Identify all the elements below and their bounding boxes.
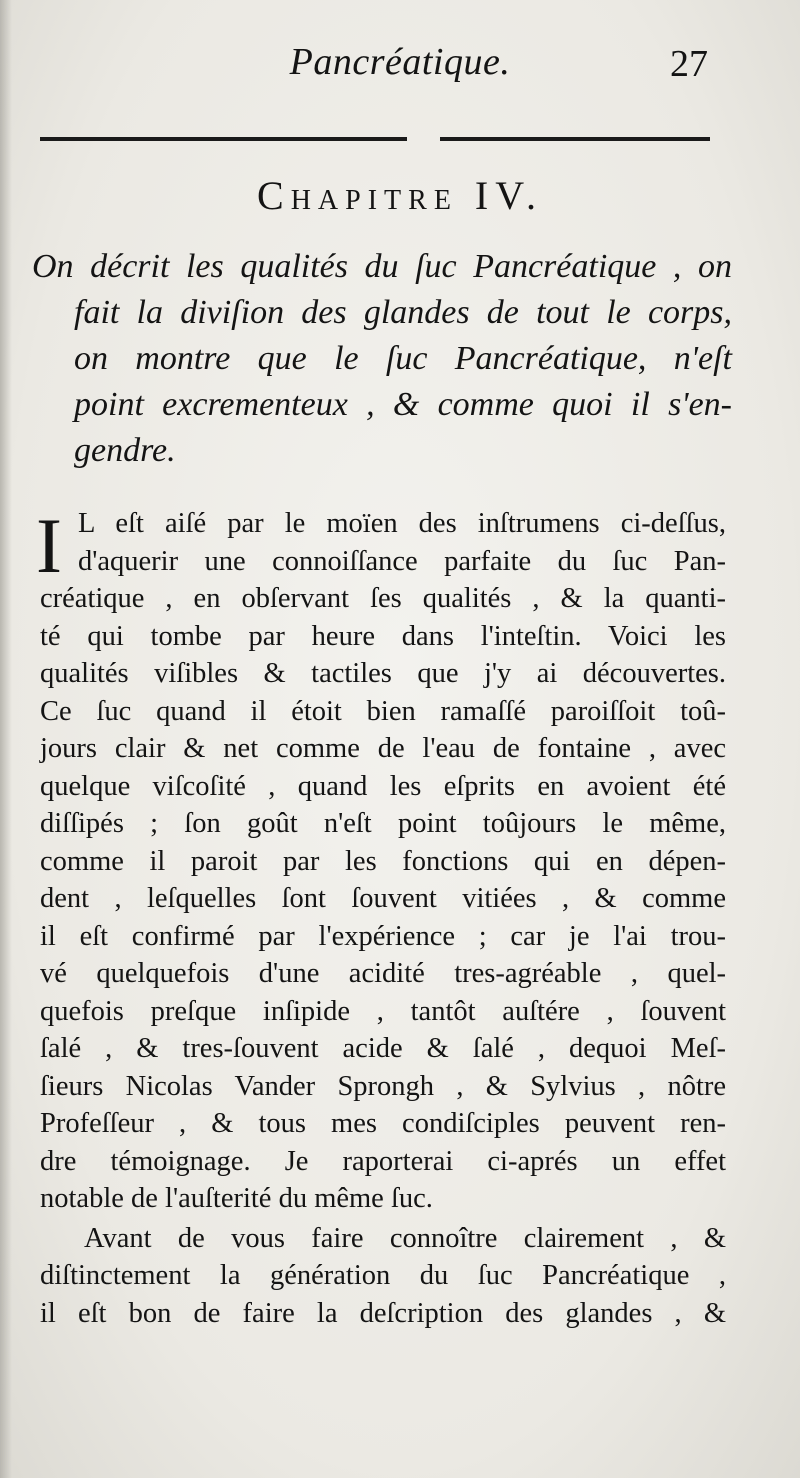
text-line: qualités viſibles & tactiles que j'y ai découvertes. <box>40 658 726 689</box>
text-line: dent , leſquelles ſont ſouvent vitiées , & comme <box>40 883 726 914</box>
chapter-summary <box>32 244 732 474</box>
text-line: Ce ſuc quand il étoit bien ramaſſé paroiſſoit toû- <box>40 695 726 727</box>
text-line: créatique , en obſervant ſes qualités , & la quanti- <box>40 583 726 614</box>
text-line: quelque viſcoſité , quand les eſprits en avoient été <box>40 770 726 802</box>
text-line: Avant de vous faire connoître clairement , & <box>84 1222 726 1254</box>
text-line: diſtinctement la génération du ſuc Pancréatique , <box>40 1260 726 1291</box>
summary-line: point excrementeux , & comme quoi il s'en- <box>74 386 732 423</box>
paragraph <box>40 1220 726 1333</box>
text-line: d'aquerir une connoiſſance parfaite du ſuc Pan- <box>78 545 726 577</box>
text-line: notable de l'auſterité du même ſuc. <box>40 1183 433 1214</box>
text-line: dre témoignage. Je raporterai ci-aprés un effet <box>40 1145 726 1177</box>
page-number: 27 <box>670 43 708 85</box>
text-line: quefois preſque inſipide , tantôt auſtére , ſouvent <box>40 995 726 1027</box>
text-line: comme il paroit par les fonctions qui en dépen- <box>40 845 726 877</box>
text-line: il eſt confirmé par l'expérience ; car je l'ai trou- <box>40 920 726 952</box>
text-line: L eſt aiſé par le moïen des inſtrumens ci-deſſus, <box>78 508 726 539</box>
text-line: ſieurs Nicolas Vander Sprongh , & Sylvius , nôtre <box>40 1070 726 1102</box>
text-line: ſalé , & tres-ſouvent acide & ſalé , dequoi Meſ- <box>40 1033 726 1064</box>
text-line: Profeſſeur , & tous mes condiſciples peuvent ren- <box>40 1108 726 1139</box>
summary-line: gendre. <box>74 432 176 469</box>
drop-cap: I <box>36 502 62 589</box>
running-title: Pancréatique. <box>289 41 511 83</box>
text-line: diſſipés ; ſon goût n'eſt point toûjours le même, <box>40 808 726 839</box>
page-gutter-shadow <box>0 0 12 1478</box>
paragraph <box>40 505 726 1218</box>
body-text <box>40 505 726 1332</box>
text-line: jours clair & net comme de l'eau de fontaine , avec <box>40 733 726 764</box>
summary-line: on montre que le ſuc Pancréatique, n'eſt <box>74 340 732 377</box>
header-rule-left <box>40 137 407 141</box>
header-rule-right <box>440 137 710 141</box>
summary-line: fait la diviſion des glandes de tout le corps, <box>74 294 732 331</box>
chapter-heading: Chapitre IV. <box>257 173 543 218</box>
text-line: vé quelquefois d'une acidité tres-agréable , quel- <box>40 958 726 989</box>
text-line: il eſt bon de faire la deſcription des glandes , & <box>40 1297 726 1329</box>
summary-line: On décrit les qualités du ſuc Pancréatique , on <box>32 248 732 285</box>
running-head <box>0 40 800 100</box>
text-line: té qui tombe par heure dans l'inteſtin. Voici les <box>40 620 726 652</box>
